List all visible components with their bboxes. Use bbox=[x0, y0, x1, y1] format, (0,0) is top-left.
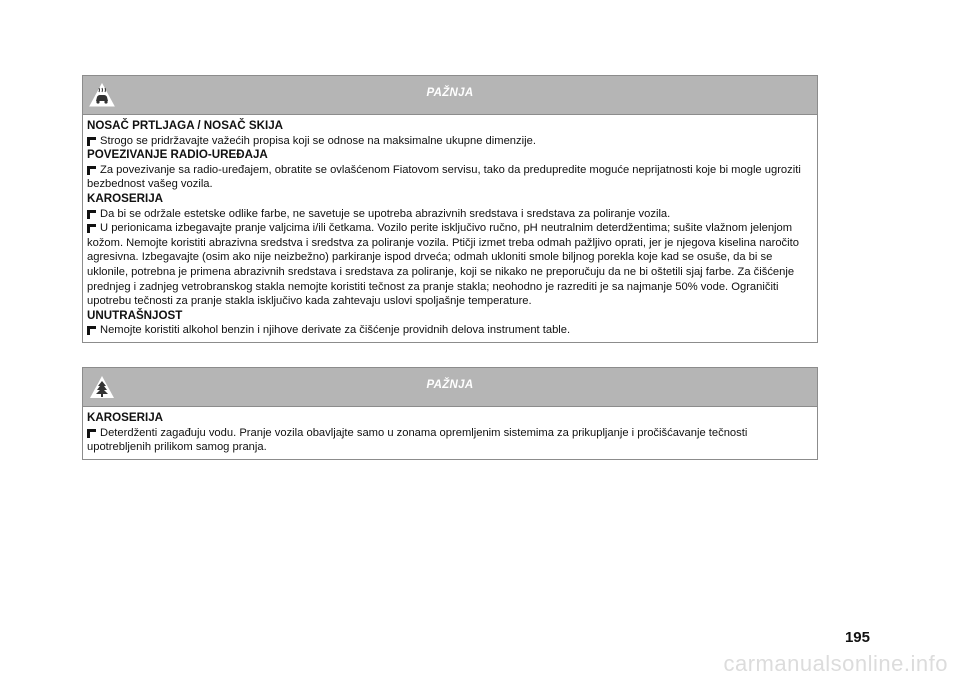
section-heading: KAROSERIJA bbox=[87, 411, 164, 424]
paragraph-text: Nemojte koristiti alkohol benzin i njihove derivate za čišćenje providnih delova instrument table. bbox=[100, 324, 571, 337]
watermark: carmanualsonline.info bbox=[723, 651, 948, 676]
warning-box-body bbox=[83, 407, 817, 459]
warning-title: PAŽNJA bbox=[426, 379, 474, 391]
paragraph-text: Da bi se održale estetske odlike farbe, ne savetuje se upotreba abrazivnih sredstava i sredstava za poliranje vozila. bbox=[100, 207, 671, 220]
bullet-icon bbox=[87, 166, 96, 173]
paragraph-text: U perionicama izbegavajte pranje valjcima i/ili četkama. Vozilo perite isključivo ručno, pH neutralnim deterdžentima; sušite vlažnom jelenjom kožom. Nemojte koristiti abrazivna sredstva i sredstva za poliranje vozila. Ptičji izmet treba odmah pažljivo oprati, jer je njegova kiselina naročito agresivna. Izbegavajte (osim ako nije neizbežno) parkiranje ispod drveća; odmah ukloniti smole biljnog porekla koje kad se osuše, da bi se uklonile, potrebna je primena abrazivnih sredstava i sredstava za poliranje, koji se nikako ne preporučuju da ne bi oštetili sjaj farbe. Za čišćenje prednjeg i zadnjeg vetrobranskog stakla nemojte koristiti tečnost za pranje stakla; neohodno je razrediti je sa najmanje 50% vode. Ograničiti upotrebu tečnosti za pranje stakla isključivo kada zahtevaju uslovi spoljašnje temperature. bbox=[87, 222, 799, 308]
paragraph bbox=[87, 207, 813, 222]
bullet-icon bbox=[87, 429, 96, 436]
section-heading: NOSAČ PRTLJAGA / NOSAČ SKIJA bbox=[87, 119, 284, 132]
section-heading: UNUTRAŠNJOST bbox=[87, 308, 183, 322]
section-heading: POVEZIVANJE RADIO-UREĐAJA bbox=[87, 148, 268, 162]
bullet-icon bbox=[87, 137, 96, 144]
warning-box-header bbox=[83, 76, 817, 115]
page-number: 195 bbox=[844, 629, 870, 646]
paragraph bbox=[87, 323, 813, 338]
bullet-icon bbox=[87, 326, 96, 333]
paragraph bbox=[87, 134, 813, 149]
paragraph bbox=[87, 221, 813, 309]
paragraph-text: Deterdženti zagađuju vodu. Pranje vozila obavljajte samo u zonama opremljenim sistemima za prikupljanje i pročišćavanje tečnosti upotrebljenih prilikom samog pranja. bbox=[87, 426, 748, 454]
warning-box-2 bbox=[82, 367, 818, 460]
section-heading: KAROSERIJA bbox=[87, 191, 164, 205]
bullet-icon bbox=[87, 224, 96, 231]
paragraph bbox=[87, 163, 813, 192]
warning-box-1 bbox=[82, 75, 818, 343]
warning-box-body bbox=[83, 115, 817, 342]
warning-title: PAŽNJA bbox=[426, 87, 474, 99]
paragraph-text: Strogo se pridržavajte važećih propisa koji se odnose na maksimalne ukupne dimenzije. bbox=[100, 134, 536, 147]
paragraph bbox=[87, 426, 813, 455]
bullet-icon bbox=[87, 210, 96, 217]
paragraph-text: Za povezivanje sa radio-uređajem, obratite se ovlašćenom Fiatovom servisu, tako da predupredite moguće neprijatnosti koje bi mogle ugroziti bezbednost vašeg vozila. bbox=[87, 163, 801, 191]
warning-box-header bbox=[83, 368, 817, 407]
